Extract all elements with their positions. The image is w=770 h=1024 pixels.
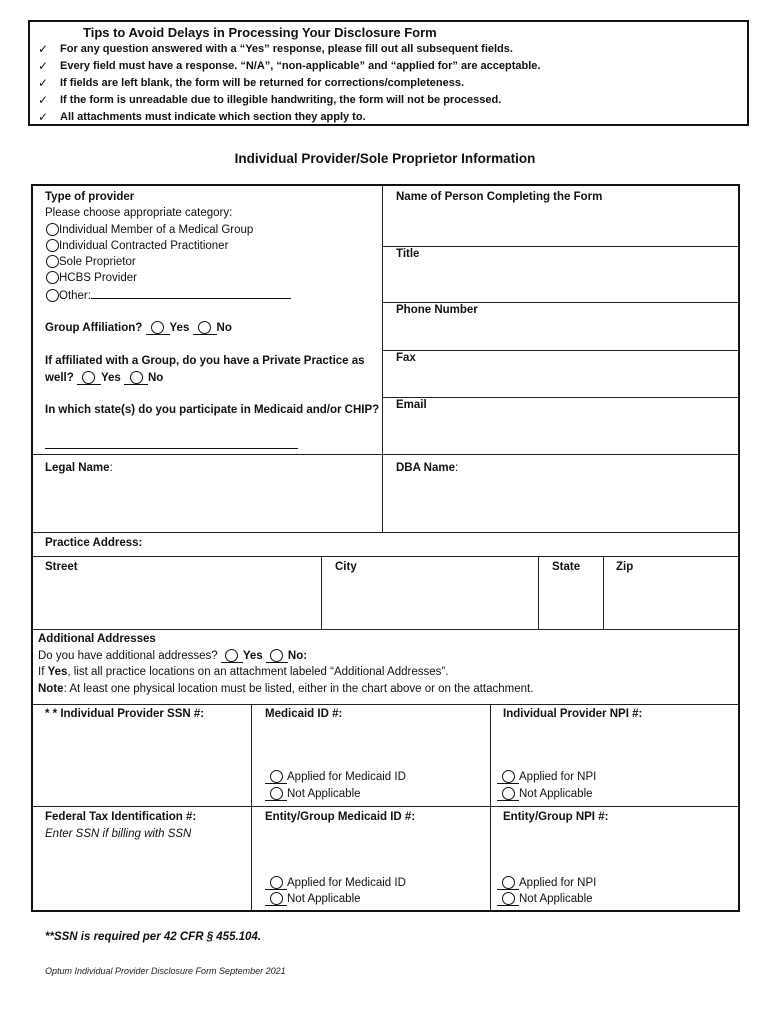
- category-prompt: Please choose appropriate category:: [45, 207, 233, 219]
- states-input[interactable]: [45, 448, 298, 449]
- option-other[interactable]: Other:: [46, 287, 291, 302]
- additional-note: Note: At least one physical location must be listed, either in the chart above or on the attachment.: [38, 683, 534, 695]
- applied-medicaid-option[interactable]: Applied for Medicaid ID: [265, 770, 406, 784]
- tips-title: Tips to Avoid Delays in Processing Your Disclosure Form: [83, 25, 437, 40]
- state-label: State: [552, 561, 581, 573]
- radio-icon: [502, 876, 515, 889]
- additional-no-radio[interactable]: [266, 649, 288, 663]
- entity-npi-not-applicable-option[interactable]: Not Applicable: [497, 892, 593, 906]
- medicaid-id-label: Medicaid ID #:: [265, 708, 343, 720]
- entity-medicaid-label: Entity/Group Medicaid ID #:: [265, 811, 416, 823]
- divider: [382, 246, 738, 247]
- name-completing-label: Name of Person Completing the Form: [396, 191, 603, 203]
- phone-label: Phone Number: [396, 304, 478, 316]
- radio-icon: [270, 876, 283, 889]
- tip-item: ✓ All attachments must indicate which section they apply to.: [38, 110, 366, 124]
- group-no-radio[interactable]: [193, 321, 217, 335]
- additional-addresses-title: Additional Addresses: [38, 633, 156, 645]
- ssn-requirement-note: **SSN is required per 42 CFR § 455.104.: [45, 931, 262, 943]
- additional-instructions: If Yes, list all practice locations on an attachment labeled “Additional Addresses”.: [38, 666, 449, 678]
- fed-tax-note: Enter SSN if billing with SSN: [45, 828, 192, 840]
- footer-text: Optum Individual Provider Disclosure Form September 2021: [45, 966, 286, 976]
- radio-icon[interactable]: [46, 289, 59, 302]
- check-icon: ✓: [38, 76, 49, 90]
- dba-name-label: DBA Name:: [396, 462, 459, 474]
- other-input[interactable]: [91, 287, 291, 299]
- fax-label: Fax: [396, 352, 416, 364]
- group-affiliation: Group Affiliation? Yes No: [45, 322, 232, 334]
- divider: [251, 704, 252, 910]
- ssn-label: * * Individual Provider SSN #:: [45, 708, 205, 720]
- radio-icon: [270, 770, 283, 783]
- additional-yes-radio[interactable]: [221, 649, 243, 663]
- npi-label: Individual Provider NPI #:: [503, 708, 643, 720]
- radio-icon: [270, 787, 283, 800]
- entity-applied-npi-option[interactable]: Applied for NPI: [497, 876, 596, 890]
- radio-icon[interactable]: [46, 271, 59, 284]
- tip-item: ✓ Every field must have a response. “N/A”, “non-applicable” and “applied for” are acceptable.: [38, 59, 541, 73]
- check-icon: ✓: [38, 59, 49, 73]
- divider: [33, 704, 738, 705]
- option-hcbs-provider[interactable]: HCBS Provider: [46, 271, 137, 284]
- radio-icon: [502, 770, 515, 783]
- practice-address-label: Practice Address:: [45, 537, 143, 549]
- divider: [382, 397, 738, 398]
- zip-label: Zip: [616, 561, 634, 573]
- street-label: Street: [45, 561, 78, 573]
- divider: [382, 350, 738, 351]
- tip-item: ✓ If the form is unreadable due to illegible handwriting, the form will not be processed.: [38, 93, 502, 107]
- npi-not-applicable-option[interactable]: Not Applicable: [497, 787, 593, 801]
- city-label: City: [335, 561, 357, 573]
- legal-name-label: Legal Name:: [45, 462, 113, 474]
- radio-icon[interactable]: [46, 239, 59, 252]
- entity-applied-medicaid-option[interactable]: Applied for Medicaid ID: [265, 876, 406, 890]
- private-yes-radio[interactable]: [77, 371, 101, 385]
- divider: [603, 556, 604, 629]
- check-icon: ✓: [38, 93, 49, 107]
- additional-addresses-question: Do you have additional addresses? Yes No:: [38, 650, 308, 662]
- divider: [33, 629, 738, 630]
- private-practice-question: If affiliated with a Group, do you have a Private Practice as: [45, 355, 365, 367]
- type-of-provider-label: Type of provider: [45, 191, 135, 203]
- radio-icon[interactable]: [46, 255, 59, 268]
- radio-icon: [502, 892, 515, 905]
- divider: [382, 302, 738, 303]
- tip-item: ✓ For any question answered with a “Yes” response, please fill out all subsequent fields.: [38, 42, 513, 56]
- applied-npi-option[interactable]: Applied for NPI: [497, 770, 596, 784]
- title-label: Title: [396, 248, 420, 260]
- private-practice-answers: well? Yes No: [45, 372, 164, 384]
- provider-form-grid: [31, 184, 740, 912]
- tip-item: ✓ If fields are left blank, the form will be returned for corrections/completeness.: [38, 76, 465, 90]
- entity-npi-label: Entity/Group NPI #:: [503, 811, 609, 823]
- option-sole-proprietor[interactable]: Sole Proprietor: [46, 255, 136, 268]
- check-icon: ✓: [38, 42, 49, 56]
- states-question: In which state(s) do you participate in Medicaid and/or CHIP?: [45, 404, 380, 416]
- divider: [33, 556, 738, 557]
- divider: [321, 556, 322, 629]
- divider: [33, 806, 738, 807]
- divider: [490, 704, 491, 910]
- email-label: Email: [396, 399, 427, 411]
- radio-icon[interactable]: [46, 223, 59, 236]
- group-yes-radio[interactable]: [146, 321, 170, 335]
- radio-icon: [502, 787, 515, 800]
- section-heading: Individual Provider/Sole Proprietor Information: [234, 151, 536, 166]
- entity-medicaid-not-applicable-option[interactable]: Not Applicable: [265, 892, 361, 906]
- divider: [33, 454, 738, 455]
- radio-icon: [270, 892, 283, 905]
- divider: [382, 186, 383, 532]
- fed-tax-label: Federal Tax Identification #:: [45, 811, 197, 823]
- divider: [538, 556, 539, 629]
- divider: [33, 532, 738, 533]
- check-icon: ✓: [38, 110, 49, 124]
- private-no-radio[interactable]: [124, 371, 148, 385]
- option-contracted-practitioner[interactable]: Individual Contracted Practitioner: [46, 239, 228, 252]
- option-member-medical-group[interactable]: Individual Member of a Medical Group: [46, 223, 253, 236]
- medicaid-not-applicable-option[interactable]: Not Applicable: [265, 787, 361, 801]
- tips-box: [28, 20, 749, 126]
